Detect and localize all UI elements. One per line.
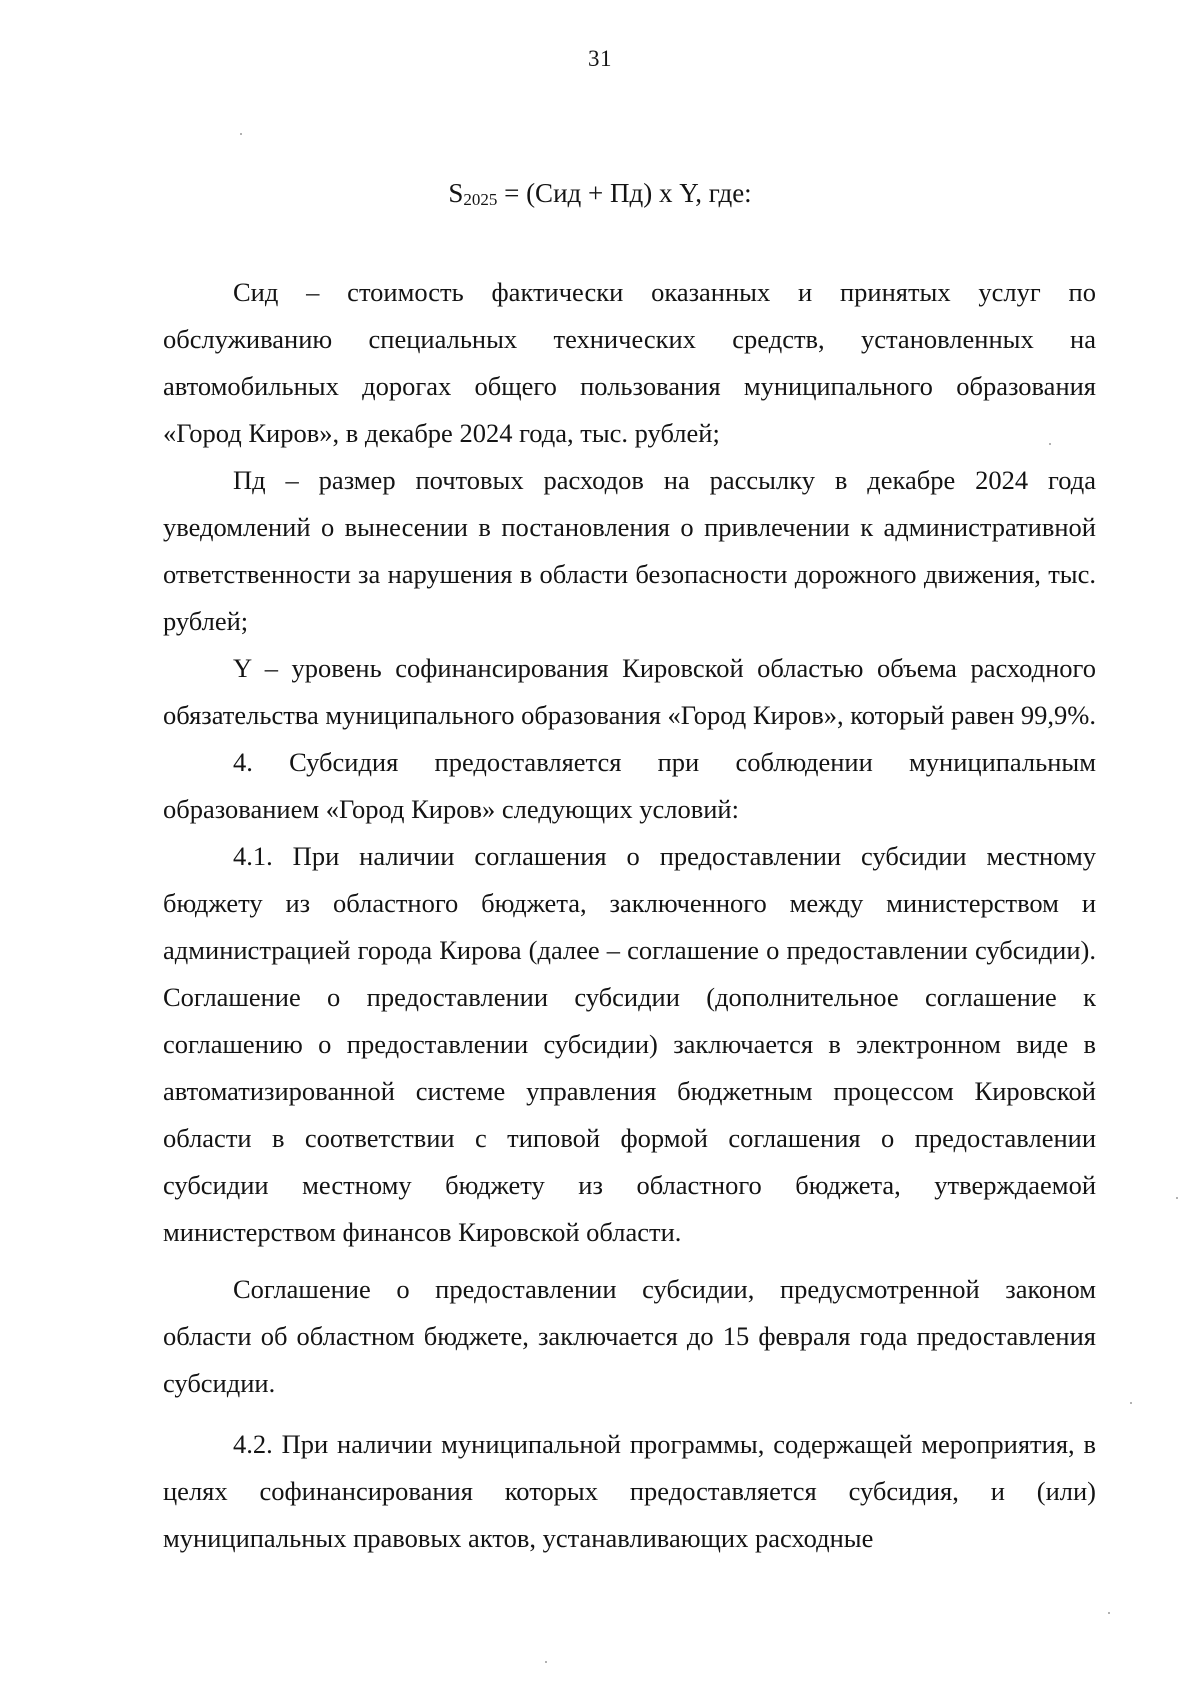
scan-speck — [1176, 1197, 1178, 1199]
paragraph-y-definition: Y – уровень софинансирования Кировской областью объема расходного обязательства муниципального образования «Город Киров», который равен 99,9%. — [163, 653, 1096, 730]
scan-speck — [1130, 1402, 1132, 1404]
formula-subscript: 2025 — [463, 190, 498, 209]
formula — [0, 178, 1200, 210]
scan-speck — [1049, 443, 1051, 445]
page-number: 31 — [588, 46, 612, 71]
paragraph-clause-4: 4. Субсидия предоставляется при соблюдении муниципальным образованием «Город Киров» следующих условий: — [163, 747, 1096, 824]
paragraph-clause-4-2: 4.2. При наличии муниципальной программы, содержащей мероприятия, в целях софинансирования которых предоставляется субсидия, и (или) муниципальных правовых актов, устанавливающих расходные — [163, 1429, 1096, 1553]
paragraph-clause-4-1: 4.1. При наличии соглашения о предоставлении субсидии местному бюджету из областного бюджета, заключенного между министерством и администрацией города Кирова (далее – соглашение о предоставлении субсидии). Соглашение о предоставлении субсидии (дополнительное соглашение к соглашению о предоставлении субсидии) заключается в электронном виде в автоматизированной системе управления бюджетным процессом Кировской области в соответствии с типовой формой соглашения о предоставлении субсидии местному бюджету из областного бюджета, утверждаемой министерством финансов Кировской области. — [163, 841, 1096, 1247]
body-text — [163, 269, 1096, 1562]
paragraph-sid-definition: Сид – стоимость фактически оказанных и принятых услуг по обслуживанию специальных технических средств, установленных на автомобильных дорогах общего пользования муниципального образования «Город Киров», в декабре 2024 года, тыс. рублей; — [163, 277, 1096, 448]
formula-symbol: S — [448, 178, 464, 208]
scan-speck — [1108, 1612, 1110, 1614]
paragraph-agreement-deadline: Соглашение о предоставлении субсидии, предусмотренной законом области об областном бюджете, заключается до 15 февраля года предоставления субсидии. — [163, 1274, 1096, 1398]
scan-speck — [240, 133, 242, 135]
formula-body: = (Сид + Пд) х Y, где: — [497, 178, 752, 208]
scan-speck — [545, 1661, 547, 1663]
paragraph-pd-definition: Пд – размер почтовых расходов на рассылку в декабре 2024 года уведомлений о вынесении в постановления о привлечении к административной ответственности за нарушения в области безопасности дорожного движения, тыс. рублей; — [163, 465, 1096, 636]
